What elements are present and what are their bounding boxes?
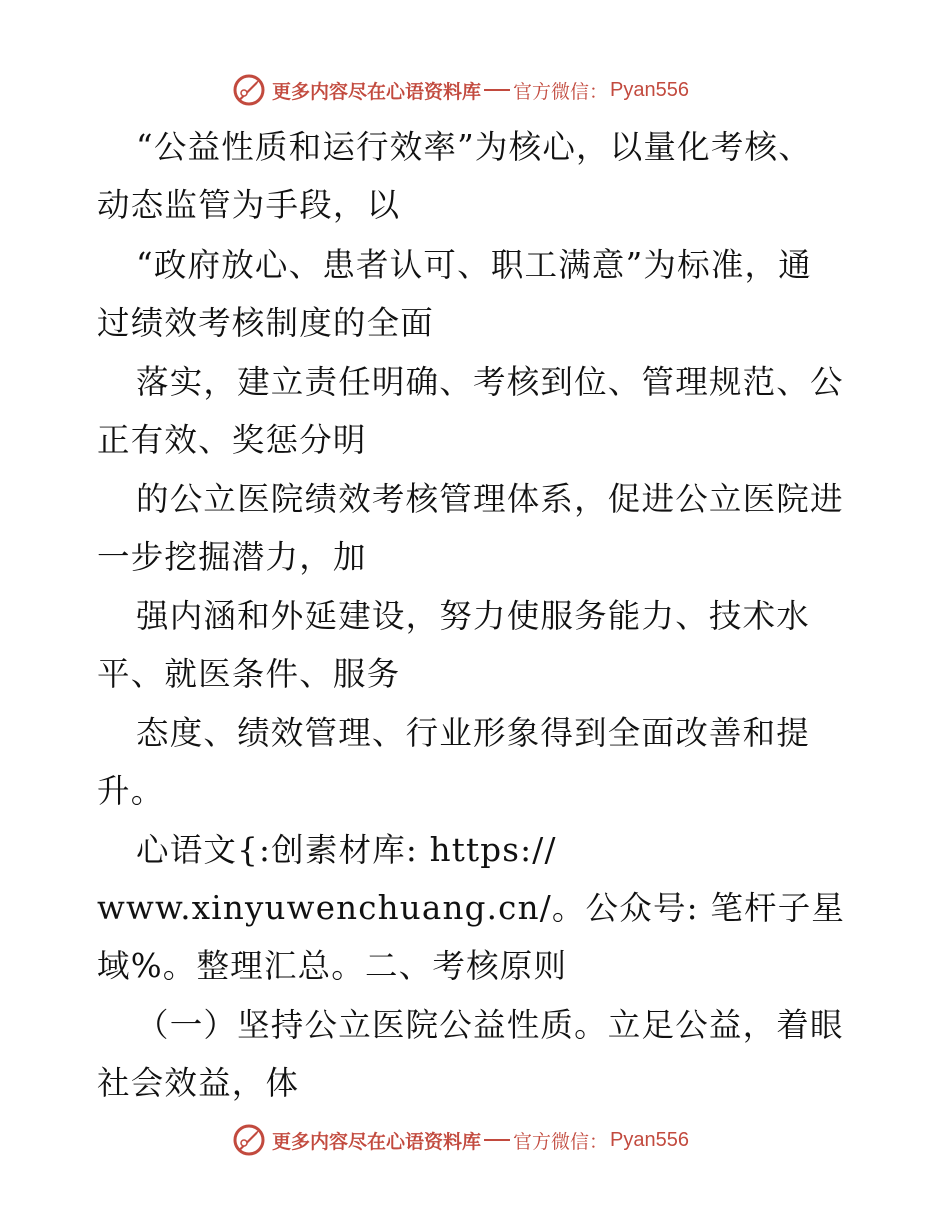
body-line: 心语文{:创素材库: https:// <box>136 831 557 869</box>
body-line: 域%。整理汇总。二、考核原则 <box>97 947 568 985</box>
body-line: “公益性质和运行效率”为核心，以量化考核、 <box>136 128 812 166</box>
banner-wechat-label: 官方微信： <box>513 80 609 103</box>
body-line: 过绩效考核制度的全面 <box>97 304 435 342</box>
banner-divider <box>484 89 510 91</box>
body-line: 平、就医条件、服务 <box>97 655 401 693</box>
banner-wechat-label: 官方微信： <box>513 1130 609 1153</box>
body-line: 升。 <box>97 772 165 810</box>
body-line: （一）坚持公立医院公益性质。立足公益，着眼 <box>136 1006 844 1044</box>
banner-wechat-id: Pyan556 <box>610 1128 689 1151</box>
body-line: 态度、绩效管理、行业形象得到全面改善和提 <box>136 714 811 752</box>
banner-divider <box>484 1139 510 1141</box>
header-banner <box>232 72 689 108</box>
banner-title: 更多内容尽在心语资料库 <box>272 80 482 103</box>
body-line: 动态监管为手段，以 <box>97 186 401 224</box>
banner-title: 更多内容尽在心语资料库 <box>272 1130 482 1153</box>
body-line: 的公立医院绩效考核管理体系，促进公立医院进 <box>136 480 844 518</box>
body-line: 落实，建立责任明确、考核到位、管理规范、公 <box>136 363 844 401</box>
quill-pen-circle-icon <box>232 1123 266 1157</box>
body-line: 强内涵和外延建设，努力使服务能力、技术水 <box>136 597 811 635</box>
body-line: 正有效、奖惩分明 <box>97 421 367 459</box>
body-line: 一步挖掘潜力，加 <box>97 538 367 576</box>
banner-wechat-id: Pyan556 <box>610 78 689 101</box>
footer-banner <box>232 1122 689 1158</box>
body-line: www.xinyuwenchuang.cn/。公众号: 笔杆子星 <box>97 889 846 927</box>
quill-pen-circle-icon <box>232 73 266 107</box>
body-line: 社会效益，体 <box>97 1064 300 1102</box>
body-line: “政府放心、患者认可、职工满意”为标准，通 <box>136 246 812 284</box>
